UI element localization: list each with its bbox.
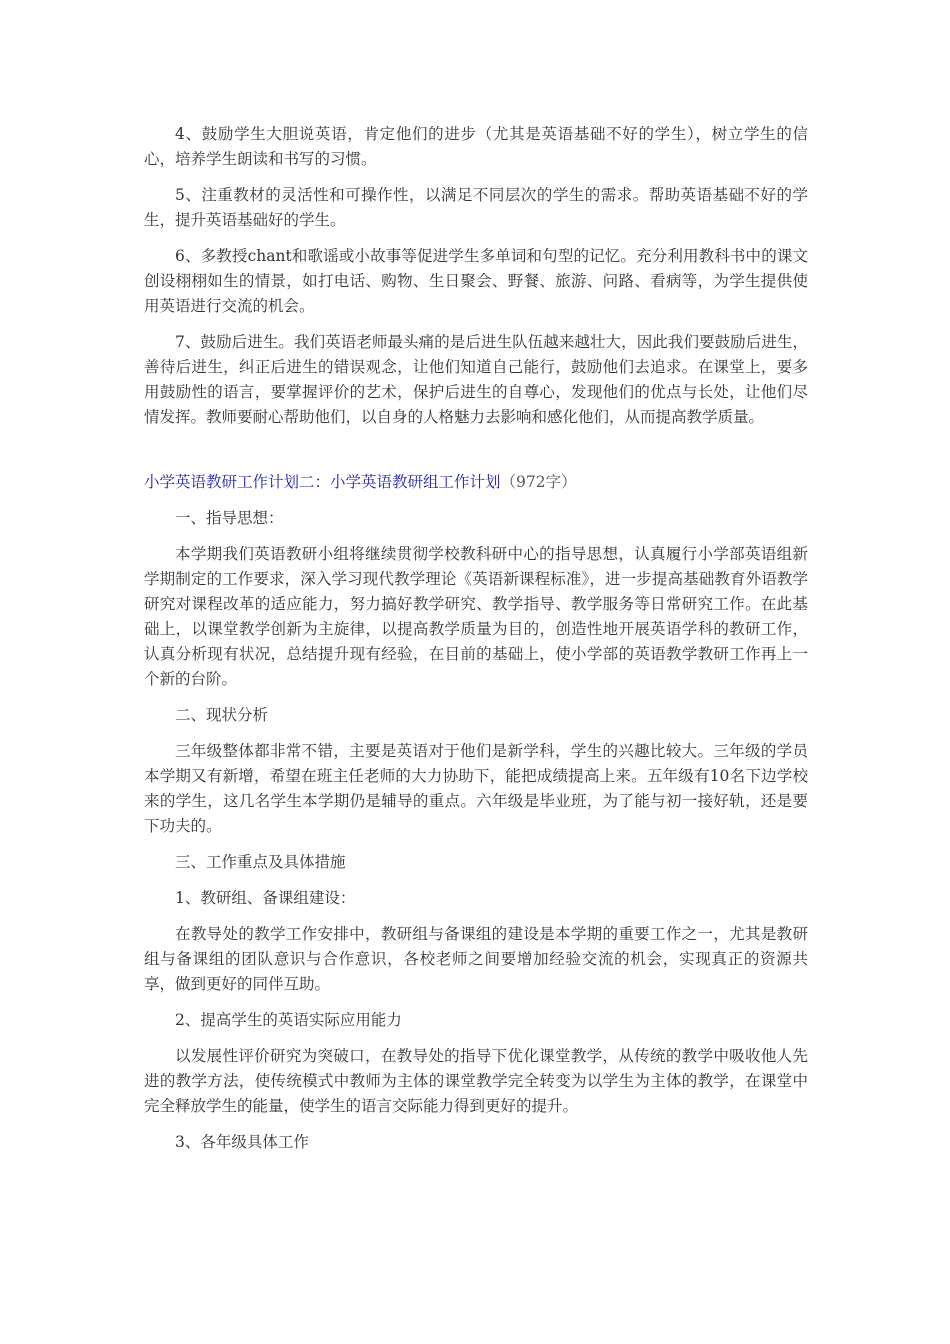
section-title[interactable]: [144, 470, 808, 495]
heading-status-analysis: 二、现状分析: [175, 706, 269, 724]
paragraph-item-6: 6、多教授chant和歌谣或小故事等促进学生多单词和句型的记忆。充分利用教科书中的课文创设栩栩如生的情景，如打电话、购物、生日聚会、野餐、旅游、问路、看病等，为学生提供使用英语进行交流的机会。: [144, 247, 808, 315]
heading-group-building: 1、教研组、备课组建设：: [175, 889, 356, 907]
heading-work-focus: 三、工作重点及具体措施: [175, 853, 346, 871]
section-word-count: （972字）: [500, 473, 577, 491]
document-page: [144, 122, 808, 1155]
paragraph-item-7: 7、鼓励后进生。我们英语老师最头痛的是后进生队伍越来越壮大，因此我们要鼓励后进生，善待后进生，纠正后进生的错误观念，让他们知道自己能行，鼓励他们去追求。在课堂上，要多用鼓励性的语言，要掌握评价的艺术，保护后进生的自尊心，发现他们的优点与长处，让他们尽情发挥。教师要耐心帮助他们，以自身的人格魅力去影响和感化他们，从而提高教学质量。: [144, 333, 808, 426]
heading-grade-work: 3、各年级具体工作: [175, 1133, 309, 1151]
paragraph-status-analysis: 三年级整体都非常不错，主要是英语对于他们是新学科，学生的兴趣比较大。三年级的学员本学期又有新增，希望在班主任老师的大力协助下，能把成绩提高上来。五年级有10名下边学校来的学生，这几名学生本学期仍是辅导的重点。六年级是毕业班，为了能与初一接好轨，还是要下功夫的。: [144, 742, 808, 835]
section-title-link[interactable]: 小学英语教研工作计划二：小学英语教研组工作计划: [144, 473, 501, 491]
paragraph-english-ability: 以发展性评价研究为突破口，在教导处的指导下优化课堂教学，从传统的教学中吸收他人先进的教学方法，使传统模式中教师为主体的课堂教学完全转变为以学生为主体的教学，在课堂中完全释放学生的能量，使学生的语言交际能力得到更好的提升。: [144, 1047, 808, 1115]
paragraph-item-5: 5、注重教材的灵活性和可操作性，以满足不同层次的学生的需求。帮助英语基础不好的学生，提升英语基础好的学生。: [144, 186, 808, 229]
paragraph-guiding-thought: 本学期我们英语教研小组将继续贯彻学校教科研中心的指导思想，认真履行小学部英语组新学期制定的工作要求，深入学习现代教学理论《英语新课程标准》，进一步提高基础教育外语教学研究对课程改革的适应能力，努力搞好教学研究、教学指导、教学服务等日常研究工作。在此基础上，以课堂教学创新为主旋律，以提高教学质量为目的，创造性地开展英语学科的教研工作，认真分析现有状况，总结提升现有经验，在目前的基础上，使小学部的英语教学教研工作再上一个新的台阶。: [144, 545, 808, 688]
paragraph-item-4: 4、鼓励学生大胆说英语，肯定他们的进步（尤其是英语基础不好的学生），树立学生的信心，培养学生朗读和书写的习惯。: [144, 125, 808, 168]
heading-guiding-thought: 一、指导思想：: [175, 509, 284, 527]
section-gap: [144, 430, 808, 470]
paragraph-group-building: 在教导处的教学工作安排中，教研组与备课组的建设是本学期的重要工作之一，尤其是教研组与备课组的团队意识与合作意识，各校老师之间要增加经验交流的机会，实现真正的资源共享，做到更好的同伴互助。: [144, 925, 808, 993]
heading-english-ability: 2、提高学生的英语实际应用能力: [175, 1011, 402, 1029]
